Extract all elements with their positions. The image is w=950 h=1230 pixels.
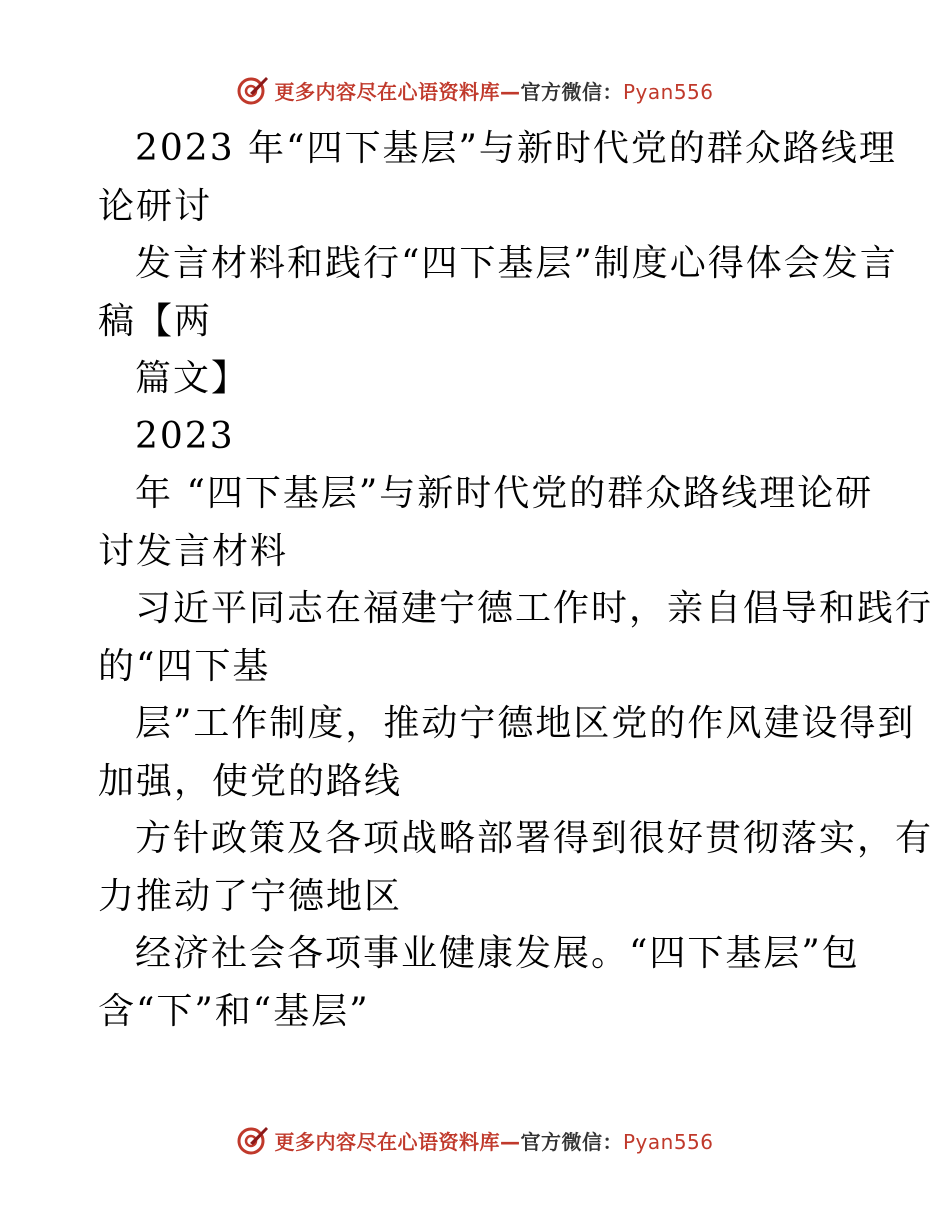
document-body xyxy=(98,120,934,1040)
body-line-13: 方针政策及各项战略部署得到很好贯彻落实，有 xyxy=(135,818,934,859)
watermark-separator: — xyxy=(499,79,521,104)
body-line-6: 2023 xyxy=(135,415,235,457)
watermark-main-text: 更多内容尽在心语资料库 xyxy=(274,1129,500,1154)
body-line-9: 习近平同志在福建宁德工作时，亲自倡导和践行 xyxy=(135,588,934,629)
body-line-10: 的“四下基 xyxy=(98,645,271,687)
body-line-2: 论研讨 xyxy=(98,185,213,227)
watermark-wechat-label: 官方微信： xyxy=(520,1129,623,1154)
header-watermark xyxy=(0,70,950,110)
body-line-1: 2023 年“四下基层”与新时代党的群众路线理 xyxy=(135,128,897,169)
watermark-wechat-label: 官方微信： xyxy=(520,79,623,104)
body-line-8: 讨发言材料 xyxy=(98,530,289,572)
body-line-14: 力推动了宁德地区 xyxy=(98,875,403,917)
body-line-11: 层”工作制度，推动宁德地区党的作风建设得到 xyxy=(135,703,916,744)
quill-swirl-logo-icon xyxy=(236,1123,270,1157)
quill-swirl-logo-icon xyxy=(236,73,270,107)
watermark-wechat-id: Pyan556 xyxy=(622,1129,714,1154)
footer-watermark xyxy=(0,1120,950,1160)
body-line-15: 经济社会各项事业健康发展。“四下基层”包 xyxy=(135,933,860,974)
body-line-3: 发言材料和践行“四下基层”制度心得体会发言 xyxy=(135,243,898,284)
body-line-5: 篇文】 xyxy=(135,358,250,399)
watermark-main-text: 更多内容尽在心语资料库 xyxy=(274,79,500,104)
watermark-separator: — xyxy=(499,1129,521,1154)
body-line-7: 年 “四下基层”与新时代党的群众路线理论研 xyxy=(135,473,874,514)
body-line-16: 含“下”和“基层” xyxy=(98,990,370,1032)
watermark-wechat-id: Pyan556 xyxy=(622,79,714,104)
body-line-4: 稿【两 xyxy=(98,300,213,342)
body-line-12: 加强，使党的路线 xyxy=(98,760,403,802)
